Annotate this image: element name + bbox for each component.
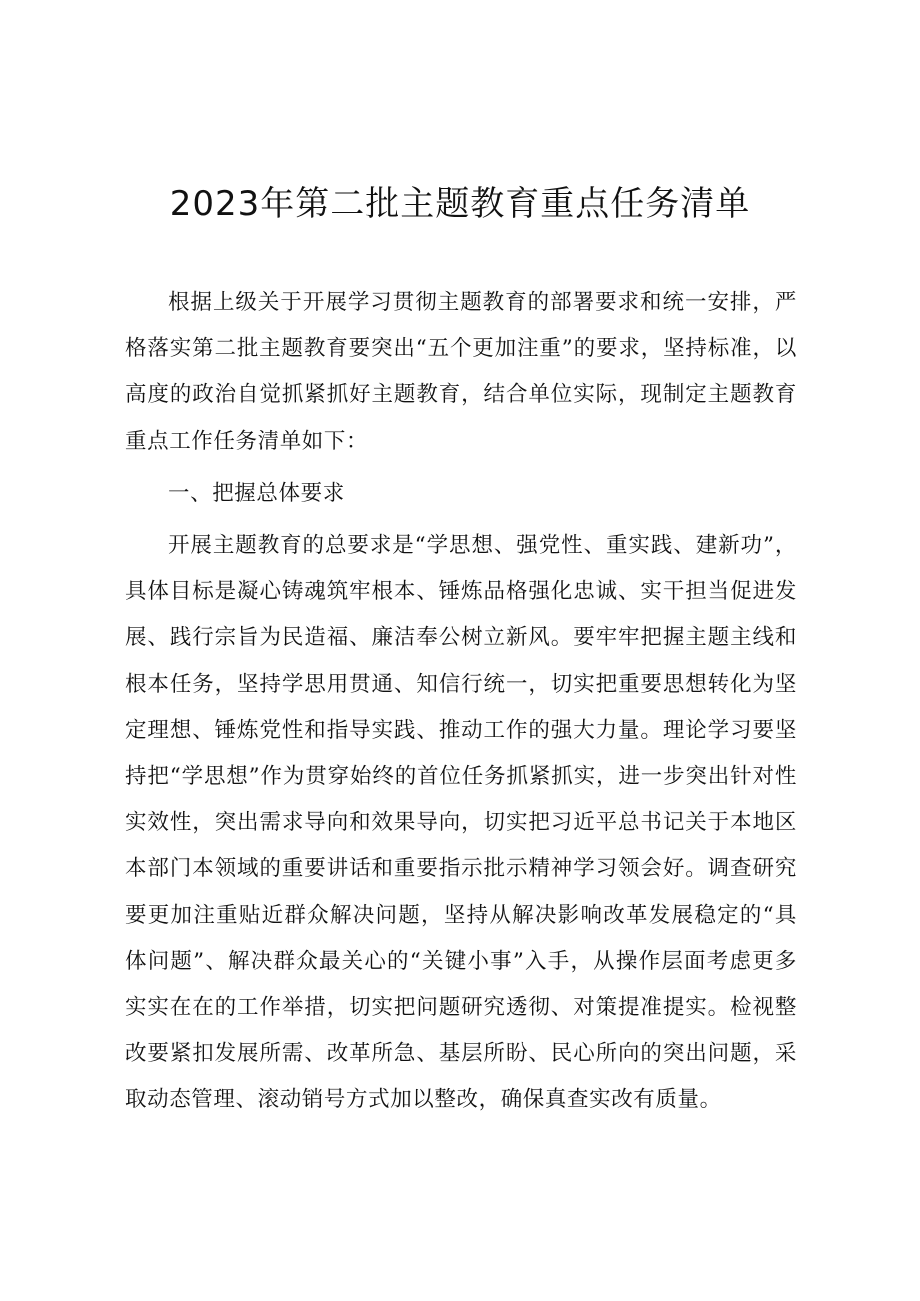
document-body	[125, 280, 797, 1124]
intro-paragraph: 根据上级关于开展学习贯彻主题教育的部署要求和统一安排，严格落实第二批主题教育要突出“五个更加注重”的要求，坚持标准，以高度的政治自觉抓紧抓好主题教育，结合单位实际，现制定主题教育重点工作任务清单如下：	[125, 290, 797, 454]
document-title: 2023年第二批主题教育重点任务清单	[169, 184, 751, 224]
section-heading-1: 一、把握总体要求	[168, 480, 345, 506]
section-paragraph-1: 开展主题教育的总要求是“学思想、强党性、重实践、建新功”，具体目标是凝心铸魂筑牢根本、锤炼品格强化忠诚、实干担当促进发展、践行宗旨为民造福、廉洁奉公树立新风。要牢牢把握主题主线和根本任务，坚持学思用贯通、知信行统一，切实把重要思想转化为坚定理想、锤炼党性和指导实践、推动工作的强大力量。理论学习要坚持把“学思想”作为贯穿始终的首位任务抓紧抓实，进一步突出针对性实效性，突出需求导向和效果导向，切实把习近平总书记关于本地区本部门本领域的重要讲话和重要指示批示精神学习领会好。调查研究要更加注重贴近群众解决问题，坚持从解决影响改革发展稳定的“具体问题”、解决群众最关心的“关键小事”入手，从操作层面考虑更多实实在在的工作举措，切实把问题研究透彻、对策提准提实。检视整改要紧扣发展所需、改革所急、基层所盼、民心所向的突出问题，采取动态管理、滚动销号方式加以整改，确保真查实改有质量。	[125, 533, 797, 1113]
